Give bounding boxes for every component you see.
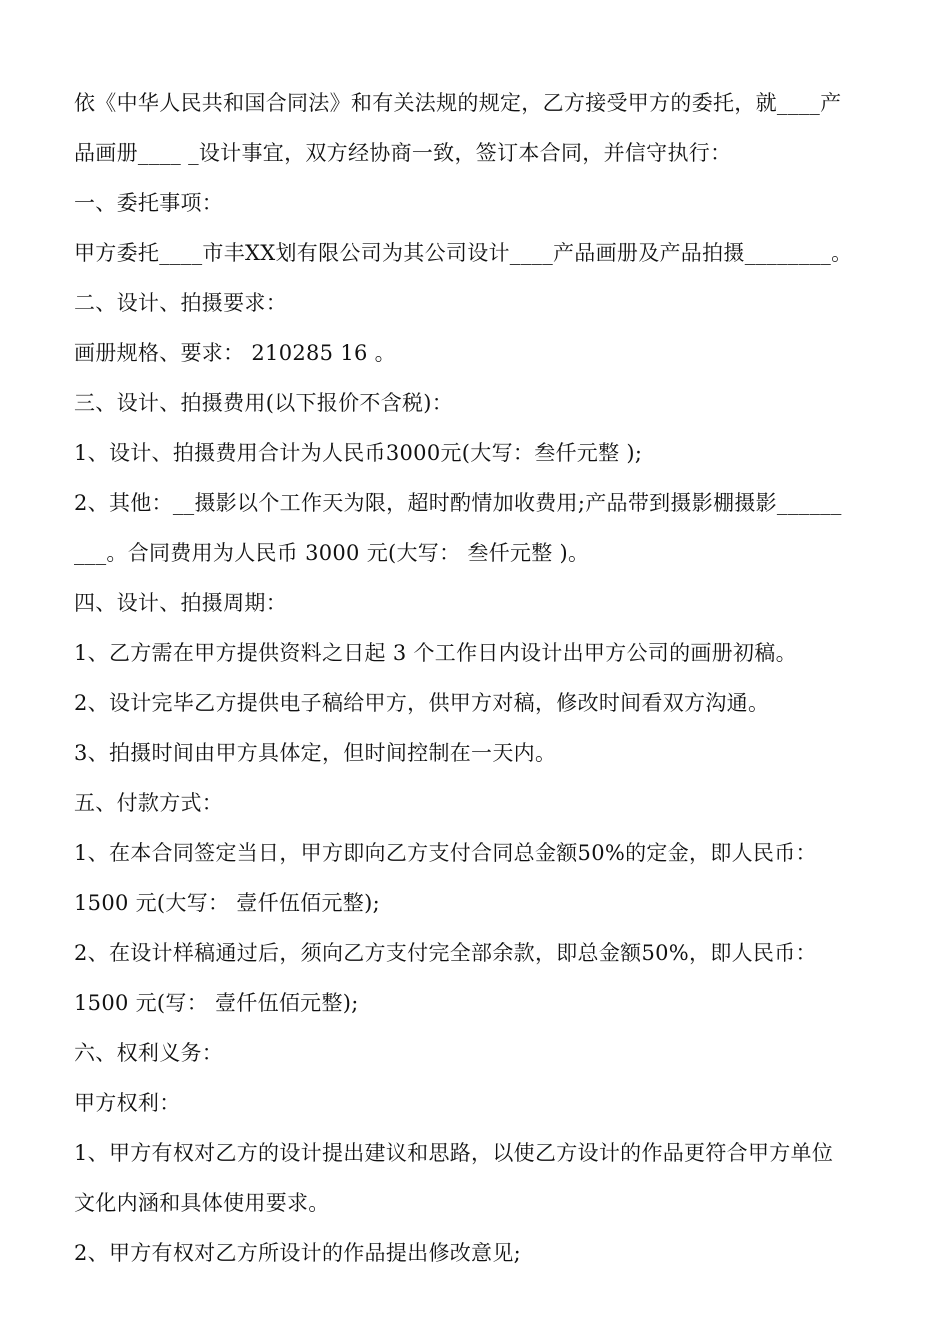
rights-item-2: 2、甲方有权对乙方所设计的作品提出修改意见; [74,1241,522,1265]
fee-item-1: 1、设计、拍摄费用合计为人民币3000元(大写：叁仟元整 ); [74,441,643,465]
rights-item-1-line-2: 文化内涵和具体使用要求。 [74,1191,330,1215]
paragraph-commission: 甲方委托____市丰XX划有限公司为其公司设计____产品画册及产品拍摄________。 [74,241,853,265]
period-item-2: 2、设计完毕乙方提供电子稿给甲方，供甲方对稿，修改时间看双方沟通。 [74,691,770,715]
payment-item-1-line-2: 1500 元(大写： 壹仟伍佰元整); [74,891,380,915]
paragraph-intro-line-2: 品画册____ _设计事宜，双方经协商一致，签订本合同，并信守执行： [74,141,732,165]
payment-item-2-line-2: 1500 元(写： 壹仟伍佰元整); [74,991,359,1015]
section-heading-3: 三、设计、拍摄费用(以下报价不含税)： [74,391,454,415]
period-item-3: 3、拍摄时间由甲方具体定，但时间控制在一天内。 [74,741,557,765]
period-item-1: 1、乙方需在甲方提供资料之日起 3 个工作日内设计出甲方公司的画册初稿。 [74,641,797,665]
subheading-party-a-rights: 甲方权利： [74,1091,181,1115]
section-heading-6: 六、权利义务： [74,1041,224,1065]
fee-item-2-line-2: ___。合同费用为人民币 3000 元(大写： 叁仟元整 )。 [74,541,590,565]
rights-item-1-line-1: 1、甲方有权对乙方的设计提出建议和思路，以使乙方设计的作品更符合甲方单位 [74,1141,834,1165]
contract-body [74,78,880,1278]
section-heading-4: 四、设计、拍摄周期： [74,591,287,615]
payment-item-1-line-1: 1、在本合同签定当日，甲方即向乙方支付合同总金额50%的定金，即人民币： [74,841,817,865]
paragraph-spec: 画册规格、要求： 210285 16 。 [74,341,396,365]
section-heading-2: 二、设计、拍摄要求： [74,291,287,315]
payment-item-2-line-1: 2、在设计样稿通过后，须向乙方支付完全部余款，即总金额50%，即人民币： [74,941,817,965]
paragraph-intro-line-1: 依《中华人民共和国合同法》和有关法规的规定，乙方接受甲方的委托，就____产 [74,91,842,115]
fee-item-2-line-1: 2、其他：__摄影以个工作天为限，超时酌情加收费用;产品带到摄影棚摄影______ [74,491,842,515]
section-heading-1: 一、委托事项： [74,191,224,215]
section-heading-5: 五、付款方式： [74,791,224,815]
